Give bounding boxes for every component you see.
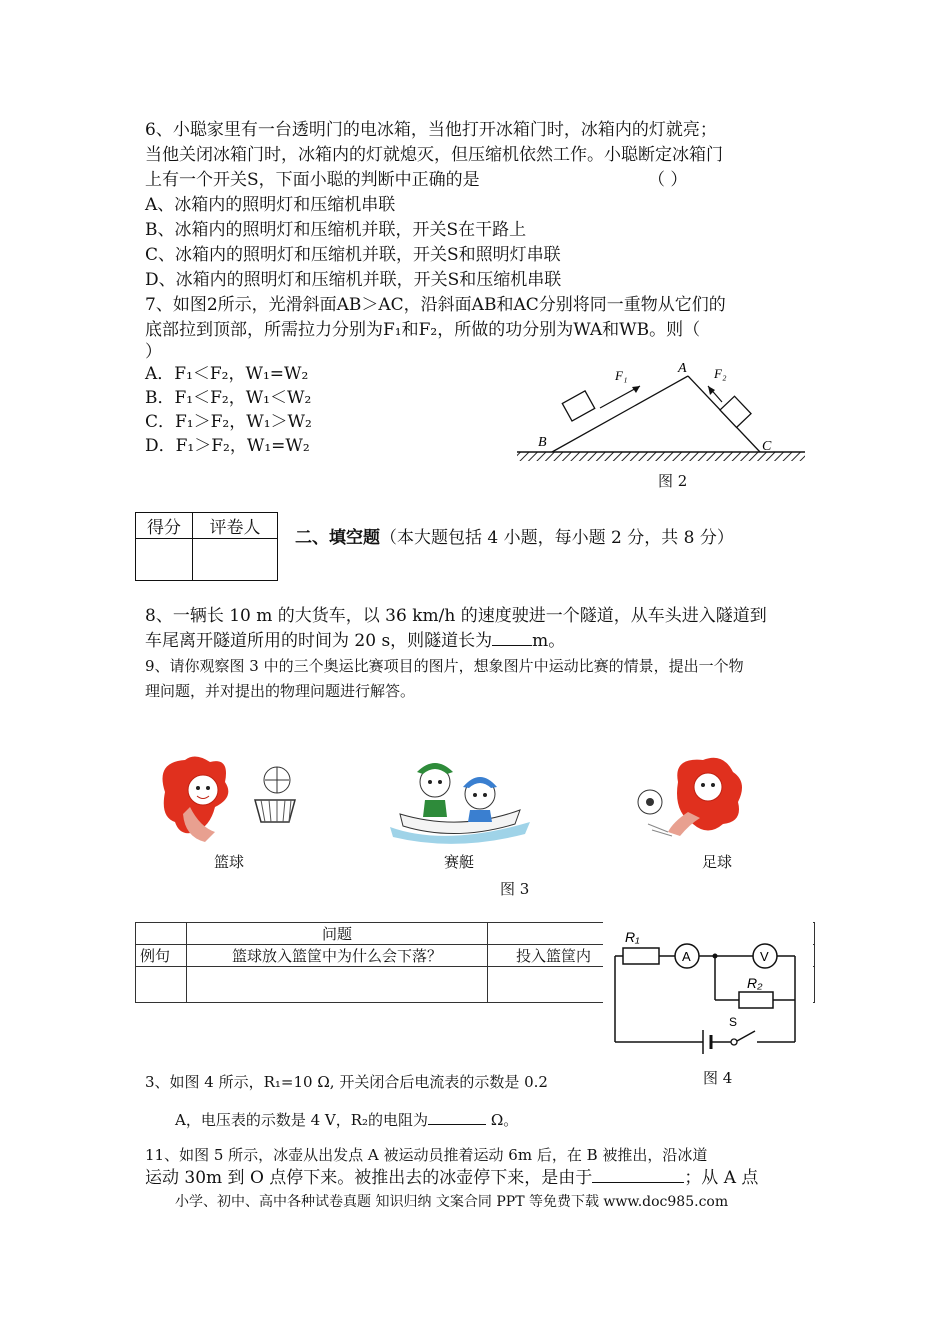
q7-option-a: A．F₁＜F₂，W₁=W₂ — [145, 364, 309, 384]
q6-answer-paren: （ ） — [648, 170, 688, 190]
q7-line1: 7、如图2所示，光滑斜面AB＞AC，沿斜面AB和AC分别将同一重物从它们的 — [145, 295, 726, 315]
qa-header-question: 问题 — [187, 923, 488, 945]
qa-answer-label-cell[interactable] — [136, 967, 187, 1003]
section-2-title: 二、填空题 — [295, 528, 380, 548]
section-2-note: （本大题包括 4 小题，每小题 2 分，共 8 分） — [380, 528, 734, 548]
q10-line1: 3、如图 4 所示，R₁=10 Ω, 开关闭合后电流表的示数是 0.2 — [145, 1073, 548, 1091]
ammeter-label: A — [682, 949, 691, 964]
label-switch: S — [729, 1015, 738, 1029]
q6-option-c: C、冰箱内的照明灯和压缩机并联，开关S和照明灯串联 — [145, 245, 561, 265]
q10-unit: Ω。 — [486, 1111, 519, 1129]
label-f1: F₁ — [615, 368, 628, 383]
figure-2-incline-diagram — [512, 358, 812, 468]
switch-pivot — [731, 1039, 737, 1045]
q7-option-b: B．F₁＜F₂，W₁＜W₂ — [145, 388, 312, 408]
q11-line2-tail: ；从 A 点 — [684, 1168, 759, 1188]
figure-2-caption: 图 2 — [658, 472, 688, 490]
figure-3-label-football: 足球 — [702, 853, 733, 871]
score-table — [135, 512, 278, 581]
label-c: C — [762, 439, 772, 454]
q7-line3: ） — [145, 342, 162, 362]
q6-option-a: A、冰箱内的照明灯和压缩机串联 — [145, 195, 396, 215]
q10-line2 — [175, 1108, 518, 1132]
football-mascot-image — [628, 752, 778, 844]
label-a: A — [678, 361, 687, 376]
q11-line2 — [145, 1166, 758, 1190]
label-r1: R₁ — [625, 929, 640, 945]
q7-option-d: D．F₁＞F₂，W₁=W₂ — [145, 436, 310, 456]
score-cell[interactable] — [136, 539, 193, 581]
grader-header: 评卷人 — [193, 513, 278, 539]
label-r2: R₂ — [747, 975, 763, 991]
qa-row-question: 篮球放入篮筐中为什么会下落？ — [187, 945, 488, 967]
voltmeter-label: V — [760, 949, 769, 964]
resistor-r2 — [739, 992, 773, 1008]
page-footer: 小学、初中、高中各种试卷真题 知识归纳 文案合同 PPT 等免费下载 www.doc985.com — [175, 1194, 729, 1210]
label-b: B — [538, 435, 547, 450]
resistor-r1 — [623, 948, 659, 964]
q7-option-c: C．F₁＞F₂，W₁＞W₂ — [145, 412, 312, 432]
score-header: 得分 — [136, 513, 193, 539]
qa-row-answer: 投入篮筐内 — [488, 945, 815, 967]
qa-row-label: 例句 — [136, 945, 187, 967]
q8-line1: 8、一辆长 10 m 的大货车，以 36 km/h 的速度驶进一个隧道，从车头进入隧道到 — [145, 606, 767, 626]
block-on-ac — [720, 396, 751, 427]
q8-answer-blank[interactable] — [492, 629, 532, 646]
q6-line3: 上有一个开关S，下面小聪的判断中正确的是 — [145, 170, 480, 190]
q11-answer-blank[interactable] — [592, 1166, 684, 1183]
basketball-mascot-image — [155, 752, 305, 844]
q6-option-b: B、冰箱内的照明灯和压缩机并联，开关S在干路上 — [145, 220, 527, 240]
figure-3-label-rowing: 赛艇 — [444, 853, 475, 871]
section-2-heading — [295, 526, 734, 550]
figure-3-caption: 图 3 — [500, 880, 530, 898]
figure-4-circuit-diagram — [603, 920, 813, 1060]
q8-line2 — [145, 629, 565, 653]
qa-answer-question-cell[interactable] — [187, 967, 488, 1003]
figure-4-caption: 图 4 — [703, 1069, 733, 1087]
figure-3-label-basketball: 篮球 — [214, 853, 245, 871]
q9-line1: 9、请你观察图 3 中的三个奥运比赛项目的图片，想象图片中运动比赛的情景，提出一个物 — [145, 657, 744, 675]
block-on-ab — [562, 391, 594, 421]
label-f2: F₂ — [714, 366, 727, 381]
q10-line2-text: A，电压表的示数是 4 V，R₂的电阻为 — [175, 1111, 429, 1129]
grader-cell[interactable] — [193, 539, 278, 581]
q11-line2-text: 运动 30m 到 O 点停下来。被推出去的冰壶停下来，是由于 — [145, 1168, 593, 1188]
q8-line2-text: 车尾离开隧道所用的时间为 20 s，则隧道长为 — [145, 631, 493, 651]
q9-line2: 理问题，并对提出的物理问题进行解答。 — [145, 682, 416, 700]
q11-line1: 11、如图 5 所示，冰壶从出发点 A 被运动员推着运动 6m 后，在 B 被推出，沿冰道 — [145, 1146, 708, 1164]
q7-line2: 底部拉到顶部，所需拉力分别为F₁和F₂，所做的功分别为WA和WB。则（ — [145, 320, 701, 340]
q10-answer-blank[interactable] — [428, 1108, 486, 1125]
rowing-mascot-image — [385, 752, 535, 844]
q6-line1: 6、小聪家里有一台透明门的电冰箱，当他打开冰箱门时，冰箱内的灯就亮； — [145, 120, 717, 140]
q8-unit: m。 — [532, 631, 566, 651]
q6-line2: 当他关闭冰箱门时，冰箱内的灯就熄灭，但压缩机依然工作。小聪断定冰箱门 — [145, 145, 723, 165]
q6-option-d: D、冰箱内的照明灯和压缩机并联，开关S和压缩机串联 — [145, 270, 562, 290]
qa-header-blank — [136, 923, 187, 945]
